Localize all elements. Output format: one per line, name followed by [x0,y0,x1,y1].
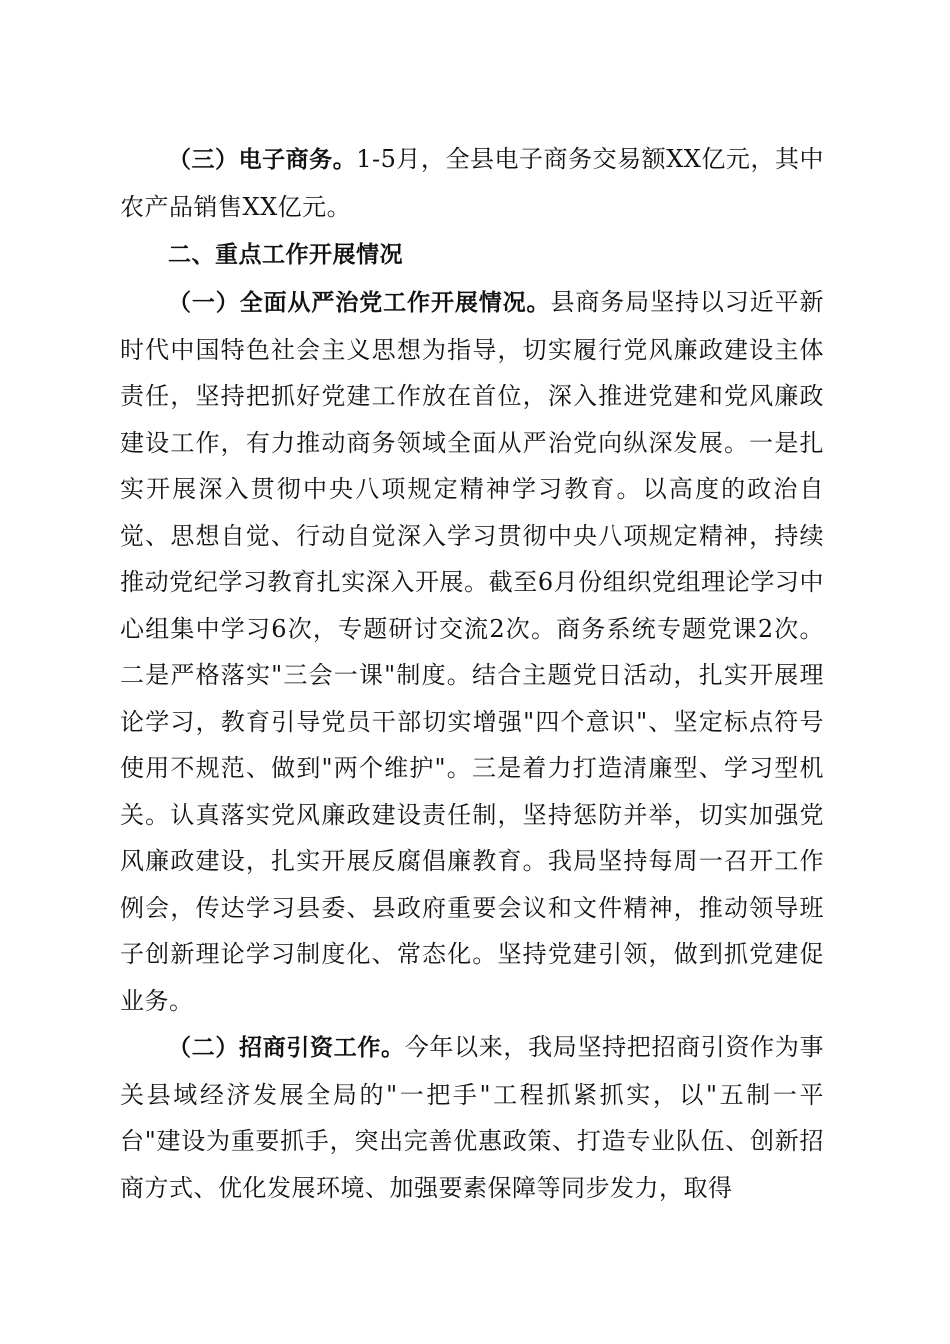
paragraph-body: 今年以来，我局坚持把招商引资作为事关县域经济发展全局的"一把手"工程抓紧抓实，以"五制一平台"建设为重要抓手，突出完善优惠政策、打造专业队伍、创新招商方式、优化发展环境、加强要素保障等同步发力，取得 [120,1033,825,1202]
paragraph-investment [120,1024,824,1211]
paragraph-party-governance [120,279,824,1024]
section-heading: 二、重点工作开展情况 [168,242,403,268]
paragraph-lead: （二）招商引资工作。 [168,1035,405,1061]
paragraph-ecommerce [120,136,824,230]
paragraph-lead: （三）电子商务。 [168,147,357,173]
document-page [120,136,824,1211]
paragraph-lead: （一）全面从严治党工作开展情况。 [168,290,551,316]
paragraph-body: 1-5月，全县电子商务交易额XX亿元，其中农产品销售XX亿元。 [120,145,824,221]
paragraph-body: 县商务局坚持以习近平新时代中国特色社会主义思想为指导，切实履行党风廉政建设主体责任，坚持把抓好党建工作放在首位，深入推进党建和党风廉政建设工作，有力推动商务领域全面从严治党向纵深发展。一是扎实开展深入贯彻中央八项规定精神学习教育。以高度的政治自觉、思想自觉、行动自觉深入学习贯彻中央八项规定精神，持续推动党纪学习教育扎实深入开展。截至6月份组织党组理论学习中心组集中学习6次，专题研讨交流2次。商务系统专题党课2次。二是严格落实"三会一课"制度。结合主题党日活动，扎实开展理论学习，教育引导党员干部切实增强"四个意识"、坚定标点符号使用不规范、做到"两个维护"。三是着力打造清廉型、学习型机关。认真落实党风廉政建设责任制，坚持惩防并举，切实加强党风廉政建设，扎实开展反腐倡廉教育。我局坚持每周一召开工作例会，传达学习县委、县政府重要会议和文件精神，推动领导班子创新理论学习制度化、常态化。坚持党建引领，做到抓党建促业务。 [120,288,825,1015]
